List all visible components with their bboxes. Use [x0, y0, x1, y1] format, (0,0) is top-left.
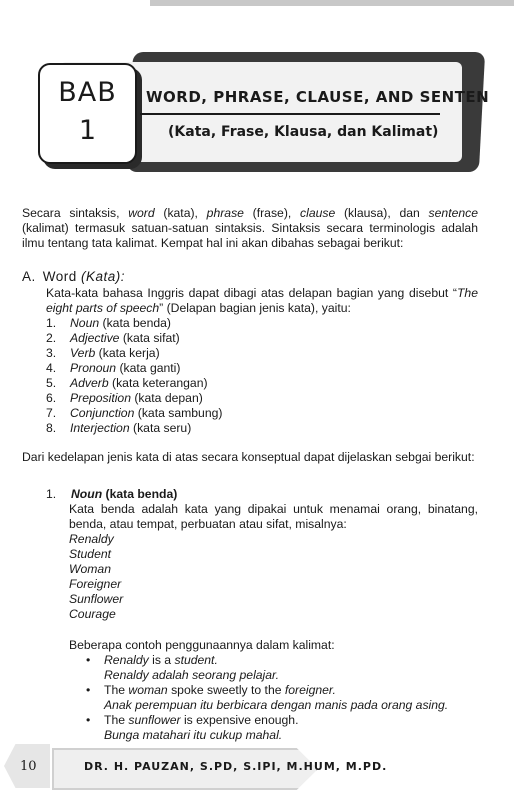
intro-text: (klausa), dan — [335, 206, 429, 220]
sentence-part: woman — [128, 683, 168, 697]
example-item: Woman — [69, 562, 111, 576]
example-translation: Anak perempuan itu berbicara dengan manis pada orang asing. — [104, 698, 449, 712]
usage-item — [86, 653, 478, 683]
sentence-part: The — [104, 713, 129, 727]
section-a-body — [46, 286, 478, 436]
item-meaning: (kata benda) — [99, 316, 171, 330]
item-term: Adverb — [70, 376, 109, 390]
title-underline — [140, 113, 440, 115]
chapter-number-box — [38, 63, 137, 164]
item-number: 4. — [46, 361, 57, 375]
page-number: 10 — [20, 759, 37, 774]
usage-examples-list — [69, 653, 478, 743]
item-meaning: (kata sifat) — [119, 331, 180, 345]
noun-term: Noun — [71, 487, 103, 501]
intro-text: (kalimat) termasuk satuan-satuan sintaksis. Sintaksis secara terminologis adalah ilmu tentang tata kalimat. Kempat hal ini akan dibahas sebagai berikut: — [22, 221, 478, 250]
item-meaning: (kata kerja) — [95, 346, 160, 360]
noun-description: Kata benda adalah kata yang dipakai untuk menamai orang, binatang, benda, atau tempat, perbuatan atau sifat, misalnya: — [69, 502, 478, 531]
list-item — [46, 421, 478, 436]
page-body — [22, 206, 478, 743]
sentence-part: Renaldy — [104, 653, 149, 667]
list-item — [46, 331, 478, 346]
noun-meaning: (kata benda) — [102, 487, 178, 501]
example-translation: Renaldy adalah seorang pelajar. — [104, 668, 280, 682]
sentence-part: spoke sweetly to the — [167, 683, 285, 697]
bullet-icon: • — [86, 653, 91, 667]
paragraph-italic: The eight parts of speech — [46, 286, 478, 315]
explanation-paragraph: Dari kedelapan jenis kata di atas secara konseptual dapat dijelaskan sebgai berikut: — [22, 450, 475, 464]
intro-text: (kata), — [154, 206, 207, 220]
item-number: 7. — [46, 406, 57, 420]
term-sentence: sentence — [428, 206, 479, 220]
usage-item — [86, 683, 478, 713]
bullet-icon: • — [86, 713, 91, 727]
noun-section — [22, 487, 478, 743]
item-meaning: (kata keterangan) — [108, 376, 208, 390]
noun-examples-list — [69, 532, 478, 622]
noun-number: 1. — [46, 487, 57, 501]
list-item — [46, 376, 478, 391]
usage-intro: Beberapa contoh penggunaannya dalam kalimat: — [69, 638, 335, 652]
sentence-part: is expensive enough. — [180, 713, 299, 727]
chapter-subtitle: (Kata, Frase, Klausa, dan Kalimat) — [168, 124, 439, 140]
example-sentence — [104, 683, 478, 698]
sentence-part: foreigner. — [284, 683, 336, 697]
item-number: 3. — [46, 346, 57, 360]
noun-body — [69, 502, 478, 743]
intro-paragraph — [22, 206, 478, 251]
author-name: DR. H. PAUZAN, S.PD, S.IPI, M.HUM, M.PD. — [84, 760, 388, 773]
item-meaning: (kata seru) — [129, 421, 192, 435]
item-number: 6. — [46, 391, 57, 405]
item-term: Noun — [70, 316, 100, 330]
item-term: Adjective — [70, 331, 120, 345]
parts-of-speech-intro — [46, 286, 478, 316]
usage-item — [86, 713, 478, 743]
bullet-icon: • — [86, 683, 91, 697]
section-heading-a — [22, 269, 478, 284]
list-item — [46, 391, 478, 406]
chapter-title: WORD, PHRASE, CLAUSE, AND SENTEN — [146, 88, 490, 106]
item-term: Pronoun — [70, 361, 117, 375]
sentence-part: is a — [148, 653, 175, 667]
bab-label: BAB — [58, 77, 117, 108]
section-title: Word — [42, 269, 82, 284]
sentence-part: sunflower — [128, 713, 181, 727]
example-translation: Bunga matahari itu cukup mahal. — [104, 728, 283, 742]
list-item — [46, 406, 478, 421]
sentence-part: student. — [174, 653, 218, 667]
item-number: 5. — [46, 376, 57, 390]
intro-text: (frase), — [243, 206, 301, 220]
example-item: Student — [69, 547, 112, 561]
paragraph-text: Kata-kata bahasa Inggris dapat dibagi atas delapan bagian yang disebut “ — [46, 286, 457, 300]
list-item — [46, 346, 478, 361]
noun-heading — [46, 487, 478, 502]
section-letter: A. — [22, 269, 36, 284]
example-item: Courage — [69, 607, 116, 621]
section-subtitle: (Kata): — [81, 269, 126, 284]
item-meaning: (kata ganti) — [116, 361, 181, 375]
item-number: 8. — [46, 421, 57, 435]
item-term: Conjunction — [70, 406, 135, 420]
item-meaning: (kata depan) — [130, 391, 203, 405]
example-item: Foreigner — [69, 577, 122, 591]
top-decorative-stripe — [150, 0, 514, 6]
list-item — [46, 361, 478, 376]
item-meaning: (kata sambung) — [134, 406, 223, 420]
term-clause: clause — [300, 206, 336, 220]
list-item — [46, 316, 478, 331]
item-number: 1. — [46, 316, 57, 330]
paragraph-text: ” (Delapan bagian jenis kata), yaitu: — [159, 301, 351, 315]
chapter-number: 1 — [78, 115, 97, 146]
intro-text: Secara sintaksis, — [22, 206, 129, 220]
term-word: word — [128, 206, 155, 220]
parts-of-speech-list — [46, 316, 478, 436]
example-sentence — [104, 653, 478, 668]
sentence-part: The — [104, 683, 129, 697]
example-sentence — [104, 713, 478, 728]
item-number: 2. — [46, 331, 57, 345]
item-term: Verb — [70, 346, 96, 360]
example-item: Sunflower — [69, 592, 124, 606]
item-term: Preposition — [70, 391, 131, 405]
term-phrase: phrase — [206, 206, 244, 220]
example-item: Renaldy — [69, 532, 114, 546]
item-term: Interjection — [70, 421, 130, 435]
